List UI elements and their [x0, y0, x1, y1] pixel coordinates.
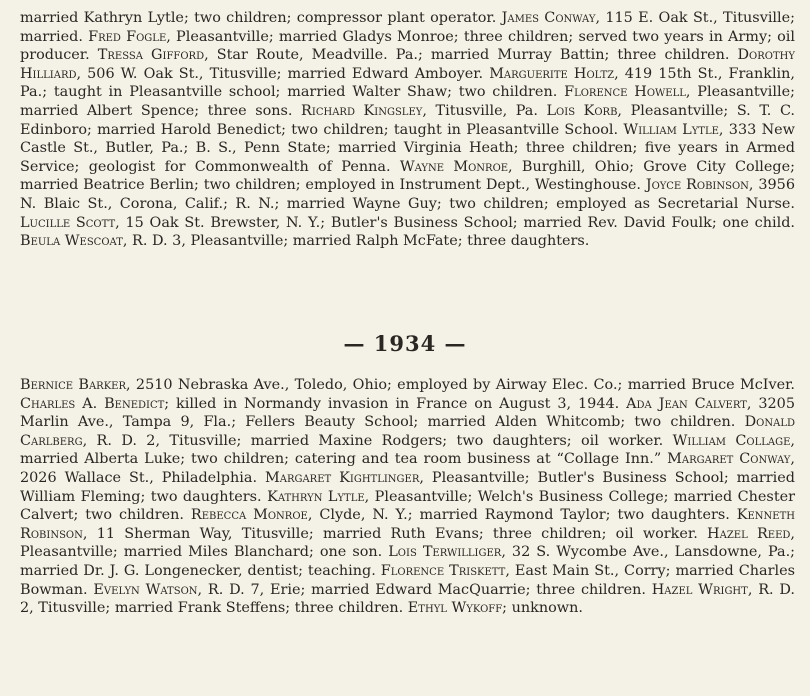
- alumni-paragraph-1933: [20, 9, 795, 251]
- alumnus-name: Ada Jean Calvert,: [626, 395, 752, 412]
- alumni-paragraph-1934: [20, 376, 795, 618]
- alumnus-details: Burghill, Ohio; Grove City College; married Beatrice Berlin; two children; employed in Instrument Dept., Westinghouse.: [20, 158, 795, 194]
- alumnus-details: R. D. 3, Pleasantville; married Ralph McFate; three daughters.: [127, 233, 590, 250]
- alumnus-name: Beula Wescoat,: [20, 233, 128, 250]
- alumnus-details: Pleasantville; Welch's Business College; married Chester Calvert; two children.: [20, 488, 795, 524]
- alumnus-name: Wayne Monroe,: [399, 158, 513, 175]
- alumnus-name: James Conway,: [501, 10, 601, 26]
- alumnus-name: Bernice Barker,: [20, 377, 131, 393]
- alumnus-details: 115 E. Oak St., Titusville; married.: [20, 10, 795, 45]
- alumnus-name: Donald Carlberg,: [20, 414, 795, 449]
- alumnus-details: Pleasantville; married Gladys Monroe; three children; served two years in Army; oil producer.: [20, 28, 796, 64]
- alumnus-name: Joyce Robinson,: [645, 177, 754, 194]
- alumnus-details: Pleasantville; Butler's Business School; married William Fleming; two daughters.: [20, 469, 795, 505]
- alumnus-name: Marguerite Holtz,: [489, 65, 619, 82]
- alumnus-name: Dorothy Hilliard,: [20, 47, 795, 82]
- alumnus-name: William Collage,: [672, 432, 795, 449]
- alumnus-name: Lucille Scott,: [20, 214, 120, 231]
- alumnus-name: Tressa Gifford,: [97, 47, 209, 64]
- alumnus-name: Florence Triskett,: [380, 562, 510, 579]
- alumnus-details: 11 Sherman Way, Titusville; married Ruth Evans; three children; oil worker.: [87, 525, 708, 542]
- alumnus-name: Lois Korb,: [546, 102, 623, 119]
- alumnus-name: Margaret Kightlinger,: [264, 469, 424, 486]
- alumnus-details: 506 W. Oak St., Titusville; married Edward Amboyer.: [81, 65, 490, 82]
- alumnus-details: R. D. 2, Titusville; married Maxine Rodgers; two daughters; oil worker.: [87, 432, 673, 449]
- alumnus-details: 2026 Wallace St., Philadelphia.: [20, 469, 265, 486]
- alumnus-name: Ethyl Wykoff;: [407, 600, 508, 617]
- alumnus-name: Charles A. Benedict;: [20, 395, 170, 412]
- alumnus-name: Hazel Wright,: [651, 581, 753, 598]
- alumnus-details: R. D. 7, Erie; married Edward MacQuarrie; three children.: [202, 581, 652, 598]
- alumnus-details: Pleasantville; married Miles Blanchard; one son.: [20, 544, 389, 561]
- alumnus-details: R. D. 2, Titusville; married Frank Steffens; three children.: [20, 581, 795, 617]
- alumnus-details: Star Route, Meadville. Pa.; married Murray Battin; three children.: [208, 47, 738, 64]
- alumnus-name: Hazel Reed,: [707, 525, 795, 542]
- alumnus-details: killed in Normandy invasion in France on August 3, 1944.: [169, 395, 627, 412]
- alumnus-name: Fred Fogle,: [88, 28, 171, 45]
- alumnus-details: Pleasantville; S. T. C. Edinboro; married Harold Benedict; two children; taught in Pleasantville School.: [20, 102, 796, 138]
- alumnus-name: Kathryn Lytle,: [267, 488, 370, 505]
- alumnus-details: 2510 Nebraska Ave., Toledo, Ohio; employed by Airway Elec. Co.; married Bruce McIver.: [130, 377, 795, 393]
- alumnus-details: 32 S. Wycombe Ave., Lansdowne, Pa.; married Dr. J. G. Longenecker, dentist; teaching.: [20, 544, 795, 579]
- alumnus-name: Florence Howell,: [564, 84, 691, 101]
- alumnus-details: Titusville, Pa.: [426, 102, 547, 119]
- alumnus-details: married Kathryn Lytle; two children; compressor plant operator.: [20, 10, 502, 26]
- alumnus-details: 419 15th St., Franklin, Pa.; taught in Pleasantville school; married Walter Shaw; two children.: [20, 65, 795, 101]
- alumnus-name: Richard Kingsley,: [301, 102, 427, 119]
- alumnus-details: 333 New Castle St., Butler, Pa.; B. S., Penn State; married Virginia Heath; three children; five years in Armed Service; geologist for Commonwealth of Penna.: [20, 121, 796, 175]
- alumnus-details: 15 Oak St. Brewster, N. Y.; Butler's Business School; married Rev. David Foulk; one child.: [119, 214, 795, 231]
- alumnus-name: William Lytle,: [623, 121, 724, 138]
- alumnus-details: 3205 Marlin Ave., Tampa 9, Fla.; Fellers Beauty School; married Alden Whitcomb; two children.: [20, 395, 795, 431]
- class-year-heading: — 1934 —: [343, 331, 467, 356]
- alumnus-details: 3956 N. Blaic St., Corona, Calif.; R. N.; married Wayne Guy; two children; employed as Secretarial Nurse.: [20, 177, 795, 212]
- alumnus-name: Evelyn Watson,: [93, 581, 203, 598]
- alumnus-details: East Main St., Corry; married Charles Bowman.: [20, 562, 795, 598]
- alumnus-name: Lois Terwilliger,: [388, 544, 506, 561]
- alumnus-name: Kenneth Robinson,: [20, 507, 795, 542]
- alumnus-name: Margaret Conway,: [667, 451, 795, 468]
- alumnus-details: Pleasantville; married Albert Spence; three sons.: [20, 84, 795, 119]
- alumnus-details: unknown.: [507, 600, 583, 617]
- alumnus-details: married Alberta Luke; two children; catering and tea room business at “Collage Inn.”: [20, 451, 668, 468]
- alumnus-details: Clyde, N. Y.; married Raymond Taylor; two daughters.: [312, 507, 737, 524]
- alumnus-name: Rebecca Monroe,: [190, 507, 313, 524]
